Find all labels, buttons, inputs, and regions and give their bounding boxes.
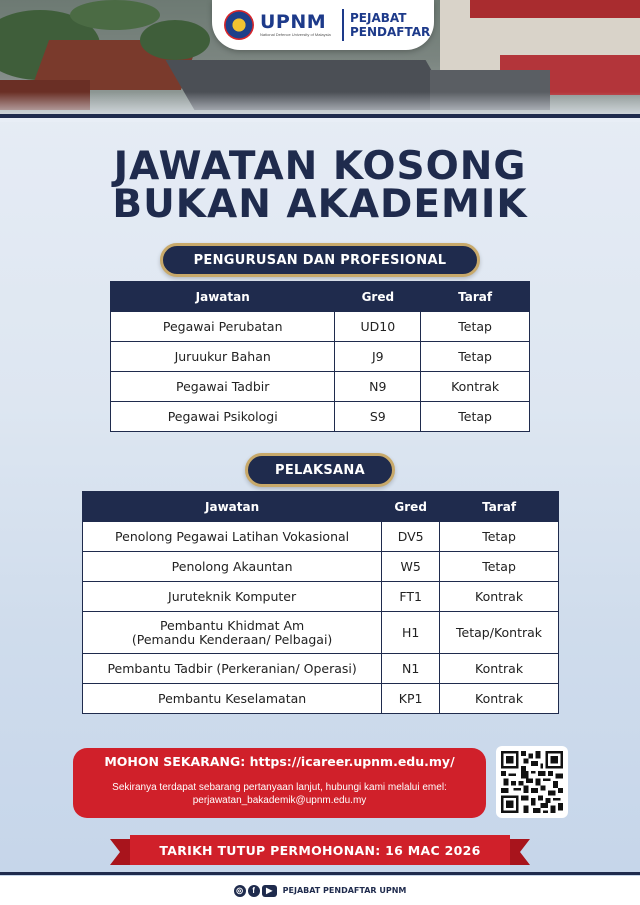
logo-wordmark <box>260 13 336 37</box>
cell-jawatan <box>83 612 382 654</box>
table-row <box>111 312 530 342</box>
cell-taraf: Tetap <box>440 522 559 552</box>
cell-taraf: Tetap/Kontrak <box>440 612 559 654</box>
footer-divider <box>0 872 640 875</box>
table-row <box>83 522 559 552</box>
title-line2: BUKAN AKADEMIK <box>112 182 528 227</box>
cell-gred: KP1 <box>382 684 440 714</box>
office-line1: PEJABAT <box>350 11 407 25</box>
table-header-row <box>83 492 559 522</box>
table-pelaksana <box>82 491 559 714</box>
footer-label: PEJABAT PENDAFTAR UPNM <box>282 886 407 895</box>
cell-jawatan: Pegawai Tadbir <box>111 372 335 402</box>
cell-gred: H1 <box>382 612 440 654</box>
cell-taraf: Kontrak <box>440 684 559 714</box>
cell-jawatan: Juruukur Bahan <box>111 342 335 372</box>
table-row <box>111 342 530 372</box>
closing-date: TARIKH TUTUP PERMOHONAN: 16 MAC 2026 <box>159 842 481 858</box>
cell-jawatan: Pembantu Tadbir (Perkeranian/ Operasi) <box>83 654 382 684</box>
table-row <box>83 654 559 684</box>
table-row <box>83 684 559 714</box>
footer <box>0 876 640 905</box>
instagram-icon[interactable]: ◎ <box>234 885 246 897</box>
cell-gred: J9 <box>335 342 421 372</box>
cell-jawatan: Pegawai Perubatan <box>111 312 335 342</box>
table-row <box>83 612 559 654</box>
cell-taraf: Kontrak <box>440 654 559 684</box>
cell-gred: DV5 <box>382 522 440 552</box>
cell-taraf: Tetap <box>440 552 559 582</box>
column-header: Gred <box>335 282 421 312</box>
logo-subtitle: National Defence University of Malaysia <box>260 32 331 37</box>
cell-jawatan: Pembantu Keselamatan <box>83 684 382 714</box>
enquiry-line1: Sekiranya terdapat sebarang pertanyaan lanjut, hubungi kami melalui emel: <box>112 782 447 793</box>
cell-jawatan: Juruteknik Komputer <box>83 582 382 612</box>
section-heading-pengurusan: PENGURUSAN DAN PROFESIONAL <box>160 243 480 277</box>
cell-gred: N9 <box>335 372 421 402</box>
cell-jawatan: Pegawai Psikologi <box>111 402 335 432</box>
table-row <box>83 582 559 612</box>
upnm-logo <box>212 0 434 50</box>
cell-taraf: Tetap <box>421 342 530 372</box>
enquiry-text <box>73 781 486 807</box>
cell-jawatan: Penolong Akauntan <box>83 552 382 582</box>
qr-code[interactable] <box>496 746 568 818</box>
table-header-row <box>111 282 530 312</box>
cell-taraf: Kontrak <box>440 582 559 612</box>
column-header: Gred <box>382 492 440 522</box>
table-row <box>83 552 559 582</box>
cell-gred: FT1 <box>382 582 440 612</box>
logo-separator <box>342 9 344 41</box>
enquiry-email[interactable]: perjawatan_bakademik@upnm.edu.my <box>192 795 367 806</box>
cell-taraf: Tetap <box>421 402 530 432</box>
qr-code-icon <box>501 751 563 813</box>
cell-jawatan-line2: (Pemandu Kenderaan/ Pelbagai) <box>131 631 333 647</box>
logo-name: UPNM <box>260 11 327 33</box>
apply-link[interactable]: MOHON SEKARANG: https://icareer.upnm.edu.my/ <box>104 754 455 769</box>
section-heading-pelaksana: PELAKSANA <box>245 453 395 487</box>
office-line2: PENDAFTAR <box>350 25 431 39</box>
header-divider <box>0 114 640 118</box>
youtube-icon[interactable]: ▶ <box>262 885 277 897</box>
cell-jawatan: Penolong Pegawai Latihan Vokasional <box>83 522 382 552</box>
cell-gred: W5 <box>382 552 440 582</box>
cell-taraf: Kontrak <box>421 372 530 402</box>
column-header: Jawatan <box>83 492 382 522</box>
table-pengurusan <box>110 281 530 432</box>
column-header: Taraf <box>421 282 530 312</box>
table-row <box>111 402 530 432</box>
title-line1: JAWATAN KOSONG <box>113 144 527 189</box>
column-header: Taraf <box>440 492 559 522</box>
table-row <box>111 372 530 402</box>
facebook-icon[interactable]: f <box>248 885 260 897</box>
cell-gred: UD10 <box>335 312 421 342</box>
cell-gred: S9 <box>335 402 421 432</box>
upnm-crest-icon <box>224 10 254 40</box>
cell-taraf: Tetap <box>421 312 530 342</box>
office-name <box>350 11 430 39</box>
column-header: Jawatan <box>111 282 335 312</box>
cell-gred: N1 <box>382 654 440 684</box>
cell-jawatan-line1: Pembantu Khidmat Am <box>159 617 305 633</box>
